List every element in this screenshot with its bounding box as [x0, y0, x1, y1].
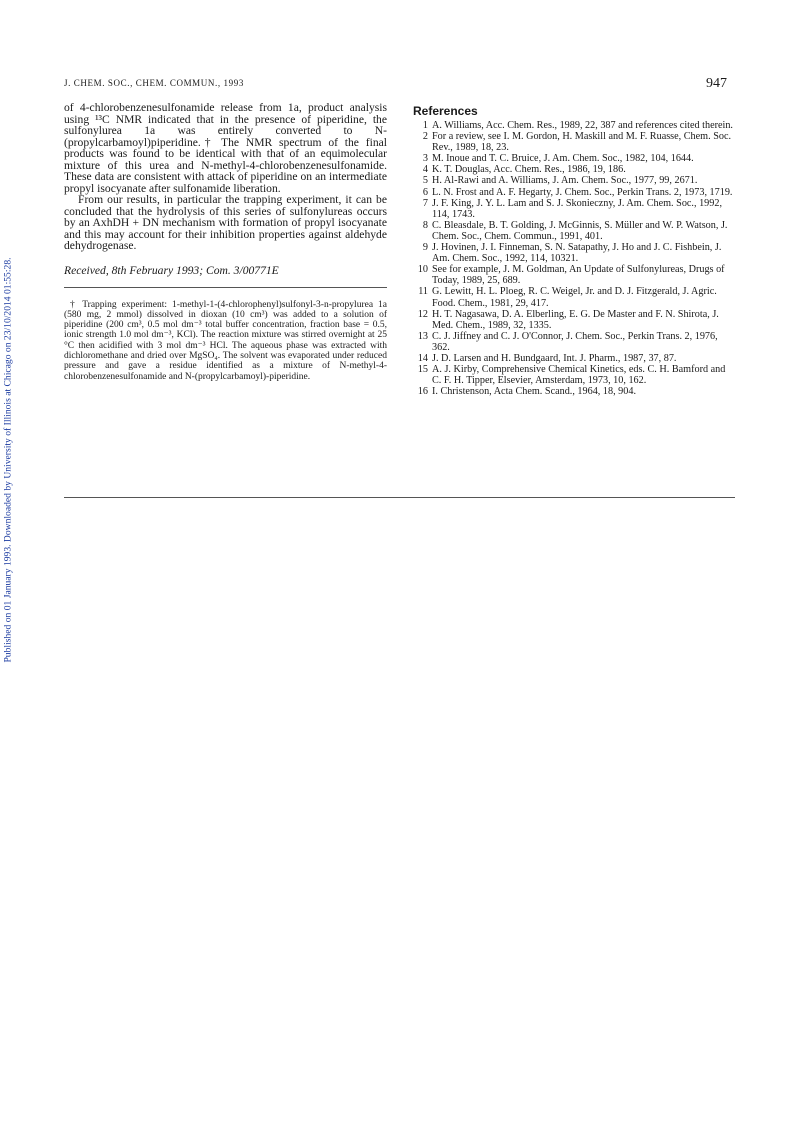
running-head: J. CHEM. SOC., CHEM. COMMUN., 1993	[64, 78, 244, 88]
reference-number: 1	[422, 120, 428, 131]
references-heading: References	[413, 104, 478, 118]
reference-text: J. D. Larsen and H. Bundgaard, Int. J. Pharm., 1987, 37, 87.	[432, 352, 677, 364]
reference-number: 11	[418, 286, 428, 298]
reference-text: L. N. Frost and A. F. Hegarty, J. Chem. Soc., Perkin Trans. 2, 1973, 1719.	[432, 186, 733, 198]
reference-number: 6	[422, 186, 428, 198]
reference-text: J. Hovinen, J. I. Finneman, S. N. Satapathy, J. Ho and J. C. Fishbein, J. Am. Chem. Soc., 1992, 114, 10321.	[432, 242, 722, 265]
reference-number: 14	[417, 352, 428, 364]
reference-number: 7	[422, 197, 428, 209]
reference-number: 2	[422, 131, 428, 143]
reference-item	[413, 242, 735, 264]
left-column	[64, 102, 387, 382]
reference-number: 8	[422, 219, 428, 231]
reference-number: 10	[417, 264, 428, 276]
reference-item	[413, 286, 735, 308]
reference-text: G. Lewitt, H. L. Ploeg, R. C. Weigel, Jr. and D. J. Fitzgerald, J. Agric. Food. Chem., 1981, 29, 417.	[432, 286, 717, 309]
received-line: Received, 8th February 1993; Com. 3/00771E	[64, 263, 279, 277]
reference-item	[413, 120, 735, 131]
reference-text: For a review, see I. M. Gordon, H. Maskill and M. F. Ruasse, Chem. Soc. Rev., 1989, 18, 23.	[432, 131, 732, 154]
reference-list	[413, 120, 735, 397]
reference-number: 16	[417, 386, 428, 398]
download-watermark	[0, 180, 16, 740]
reference-item	[413, 164, 735, 175]
reference-number: 4	[422, 164, 428, 176]
reference-item	[413, 309, 735, 331]
reference-text: H. Al-Rawi and A. Williams, J. Am. Chem. Soc., 1977, 99, 2671.	[432, 175, 698, 187]
reference-item	[413, 331, 735, 353]
references-column	[413, 104, 735, 397]
reference-item	[413, 364, 735, 386]
reference-item	[413, 353, 735, 364]
reference-text: I. Christenson, Acta Chem. Scand., 1964, 18, 904.	[432, 386, 637, 398]
reference-item	[413, 175, 735, 186]
download-watermark-text: Published on 01 January 1993. Downloaded by University of Illinois at Chicago on 23/10/2014 01:55:28.	[2, 257, 14, 663]
reference-text: M. Inoue and T. C. Bruice, J. Am. Chem. Soc., 1982, 104, 1644.	[432, 153, 694, 165]
reference-number: 15	[417, 364, 428, 376]
reference-item	[413, 198, 735, 220]
page-end-rule	[64, 497, 735, 498]
reference-text: K. T. Douglas, Acc. Chem. Res., 1986, 19, 186.	[432, 164, 626, 176]
reference-text: J. F. King, J. Y. L. Lam and S. J. Skonieczny, J. Am. Chem. Soc., 1992, 114, 1743.	[432, 197, 722, 220]
footnote-text: Trapping experiment: 1-methyl-1-(4-chlorophenyl)sulfonyl-3-n-propylurea 1a (580 mg, 2 mmol) dissolved in dioxan (10 cm³) was added to a solution of piperidine (200 cm³, 0.5 mol dm⁻³ total buffer concentration, fraction base = 0.5, ionic strength 1.0 mol dm⁻³, KCl). The reaction mixture was stirred overnight at 25 °C then acidified with 3 mol dm⁻³ HCl. The aqueous phase was extracted with dichloromethane and dried over MgSO₄. The solvent was evaporated under reduced pressure and gave a residue identified as a mixture of N-methyl-4-chlorobenzenesulfonamide and N-(propylcarbamoyl)-piperidine.	[64, 299, 387, 382]
reference-text: See for example, J. M. Goldman, An Update of Sulfonylureas, Drugs of Today, 1989, 25, 689.	[432, 264, 725, 287]
reference-text: H. T. Nagasawa, D. A. Elberling, E. G. De Master and F. N. Shirota, J. Med. Chem., 1989, 32, 1335.	[432, 308, 719, 331]
reference-number: 3	[422, 153, 428, 165]
reference-item	[413, 131, 735, 153]
body-text	[64, 102, 387, 252]
reference-item	[413, 187, 735, 198]
reference-item	[413, 264, 735, 286]
reference-item	[413, 153, 735, 164]
reference-text: C. Bleasdale, B. T. Golding, J. McGinnis, S. Müller and W. P. Watson, J. Chem. Soc., Chem. Commun., 1991, 401.	[432, 219, 728, 242]
reference-text: C. J. Jiffney and C. J. O'Connor, J. Chem. Soc., Perkin Trans. 2, 1976, 362.	[432, 330, 718, 353]
reference-item	[413, 220, 735, 242]
reference-number: 13	[417, 330, 428, 342]
reference-text: A. Williams, Acc. Chem. Res., 1989, 22, 387 and references cited therein.	[432, 120, 733, 131]
reference-number: 9	[422, 242, 428, 254]
page-number: 947	[706, 76, 727, 91]
footnote-divider	[64, 287, 387, 288]
reference-text: A. J. Kirby, Comprehensive Chemical Kinetics, eds. C. H. Bamford and C. F. H. Tipper, Elsevier, Amsterdam, 1973, 10, 162.	[432, 364, 726, 387]
footnote-mark: †	[70, 299, 78, 310]
reference-number: 5	[422, 175, 428, 187]
paragraph-1: of 4-chlorobenzenesulfonamide release from 1a, product analysis using ¹³C NMR indicated that in the presence of piperidine, the sulfonylurea 1a was entirely converted to N-(propylcarbamoyl)piperidine.† The NMR spectrum of the final products was found to be identical with that of an equimolecular mixture of this urea and N-methyl-4-chlorobenzenesulfonamide. These data are consistent with attack of piperidine on an intermediate propyl isocyanate after sulfonamide liberation.	[64, 101, 387, 195]
footnote	[64, 300, 387, 382]
reference-item	[413, 386, 735, 397]
reference-number: 12	[417, 308, 428, 320]
paragraph-2: From our results, in particular the trapping experiment, it can be concluded that the hydrolysis of this series of sulfonylureas occurs by an AxhDH + DN mechanism with formation of propyl isocyanate and this may account for their inhibition properties against aldehyde dehydrogenase.	[64, 193, 387, 252]
